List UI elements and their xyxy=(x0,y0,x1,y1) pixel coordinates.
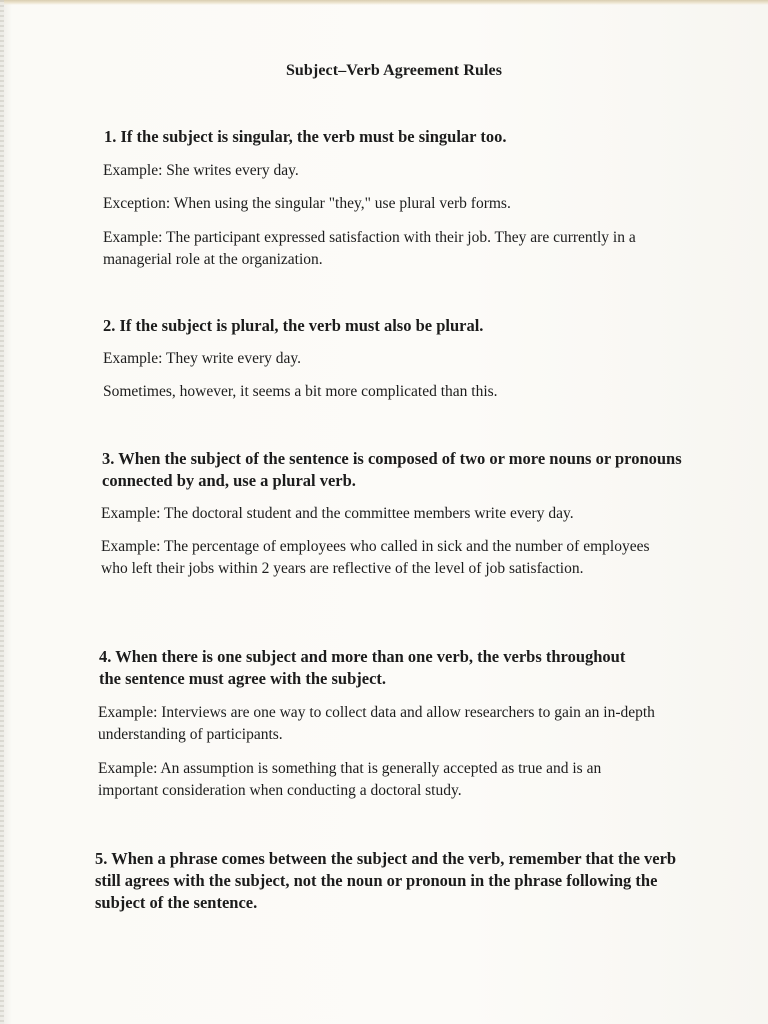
rule-1-example-1: Example: She writes every day. xyxy=(103,162,299,179)
rule-4-example-1: Example: Interviews are one way to collect data and allow researchers to gain an in-depth understanding of participants. xyxy=(98,704,655,743)
rule-4-heading: 4. When there is one subject and more than one verb, the verbs throughout the sentence must agree with the subject. xyxy=(99,647,626,688)
paper-left-edge xyxy=(0,0,4,1024)
rule-4-example-2: Example: An assumption is something that is generally accepted as true and is an important consideration when conducting a doctoral study. xyxy=(98,760,602,799)
rule-3-heading: 3. When the subject of the sentence is composed of two or more nouns or pronouns connected by and, use a plural verb. xyxy=(102,449,682,490)
rule-2-example: Example: They write every day. xyxy=(103,350,301,367)
rule-2-heading: 2. If the subject is plural, the verb must also be plural. xyxy=(103,316,484,335)
rule-1-heading: 1. If the subject is singular, the verb must be singular too. xyxy=(104,127,507,146)
rule-3-example-2: Example: The percentage of employees who called in sick and the number of employees who left their jobs within 2 years are reflective of the level of job satisfaction. xyxy=(101,538,650,577)
paper-top-edge xyxy=(0,0,768,5)
rule-1-example-2: Example: The participant expressed satisfaction with their job. They are currently in a managerial role at the organization. xyxy=(103,229,636,268)
rule-1-exception: Exception: When using the singular "they," use plural verb forms. xyxy=(103,195,511,212)
rule-3-example-1: Example: The doctoral student and the committee members write every day. xyxy=(101,505,574,522)
rule-5-heading: 5. When a phrase comes between the subject and the verb, remember that the verb still agrees with the subject, not the noun or pronoun in the phrase following the subject of the sentence. xyxy=(95,849,677,912)
rule-2-note: Sometimes, however, it seems a bit more complicated than this. xyxy=(103,383,498,400)
page-title: Subject–Verb Agreement Rules xyxy=(285,62,503,79)
